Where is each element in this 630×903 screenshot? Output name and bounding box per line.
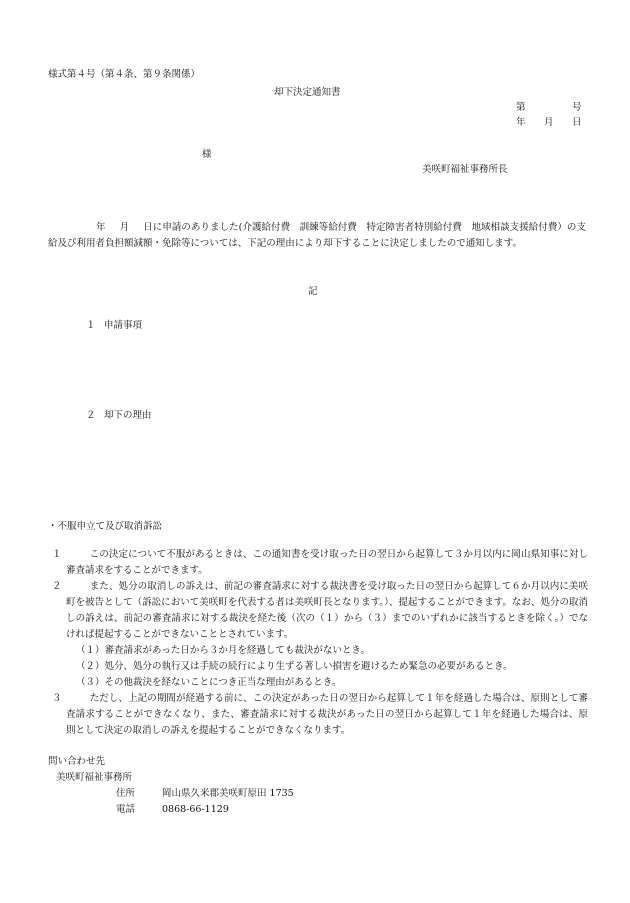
notice-subitem-3: （３）その他裁決を経ないことにつき正当な理由があるとき。 [76, 677, 342, 688]
notice-item-1-text: この決定について不服があるときは、この通知書を受け取った日の翌日から起算して３か月以内に岡山県知事に対し審査請求をすることができます。 [66, 549, 588, 576]
notice-item-3-text: ただし、上記の期間が経過する前に、この決定があった日の翌日から起算して１年を経過した場合は、原則として審査請求することができなくなり、また、審査請求に対する裁決があった日の翌日から起算して１年を経過した場合は、原則として決定の取消しの訴えを提起することができなくなります。 [66, 693, 588, 736]
contact-office: 美咲町福祉事務所 [56, 772, 133, 783]
notice-item-3-num: ３ [52, 693, 62, 704]
notice-heading: ・不服申立て及び取消訴訟 [48, 521, 163, 532]
section-2-num: ２ [86, 410, 96, 421]
contact-address-label: 住所 [116, 788, 136, 799]
notice-list [48, 547, 588, 739]
number-prefix: 第 [516, 102, 526, 113]
sender-name: 美咲町福祉事務所長 [422, 164, 508, 175]
body-year: 年 [96, 222, 106, 233]
notice-item-2-num: ２ [52, 581, 62, 592]
notice-item-1-num: １ [52, 549, 62, 560]
notice-subitem-1: （１）審査請求があった日から３か月を経過しても裁決がないとき。 [76, 645, 371, 656]
notice-item-2 [48, 579, 588, 643]
contact-heading: 問い合わせ先 [48, 756, 106, 767]
number-suffix: 号 [572, 102, 582, 113]
form-label: 様式第４号（第４条、第９条関係） [48, 69, 201, 80]
contact-phone-label: 電話 [116, 804, 136, 815]
notice-item-2-text: また、処分の取消しの訴えは、前記の審査請求に対する裁決書を受け取った日の翌日から起算して６か月以内に美咲町を被告として（訴訟において美咲町を代表する者は美咲町長となります。）、提起することができます。なお、処分の取消しの訴えは、前記の審査請求に対する裁決を経た後（次の（１）から（３）までのいずれかに該当するときを除く。）でなければ提起することができないこととされています。 [66, 581, 588, 640]
document-title: 却下決定通知書 [274, 87, 341, 98]
date-day: 日 [572, 117, 582, 128]
body-paragraph [48, 220, 586, 252]
notice-subitem-2: （２）処分、処分の執行又は手続の続行により生ずる著しい損害を避けるため緊急の必要があるとき。 [76, 661, 513, 672]
notice-item-3 [48, 691, 588, 739]
section-2-label: 却下の理由 [104, 410, 152, 421]
body-month: 月 [119, 222, 130, 233]
ki-mark: 記 [308, 286, 318, 297]
date-month: 月 [544, 117, 554, 128]
section-1-label: 申請事項 [104, 320, 143, 331]
body-text: (介護給付費 訓練等給付費 特定障害者特別給付費 地域相談支援給付費）の支給及び利用者負担額減額・免除等については、下記の理由により却下することに決定しましたので通知します。 [48, 222, 586, 249]
contact-phone: 0868-66-1129 [162, 804, 229, 815]
notice-item-1 [48, 547, 588, 579]
date-year: 年 [516, 117, 526, 128]
addressee-suffix: 様 [202, 149, 212, 160]
contact-address: 岡山県久米郡美咲町原田 1735 [162, 788, 294, 799]
body-day: 日に申請のありました [143, 222, 239, 233]
section-1-num: １ [86, 320, 96, 331]
